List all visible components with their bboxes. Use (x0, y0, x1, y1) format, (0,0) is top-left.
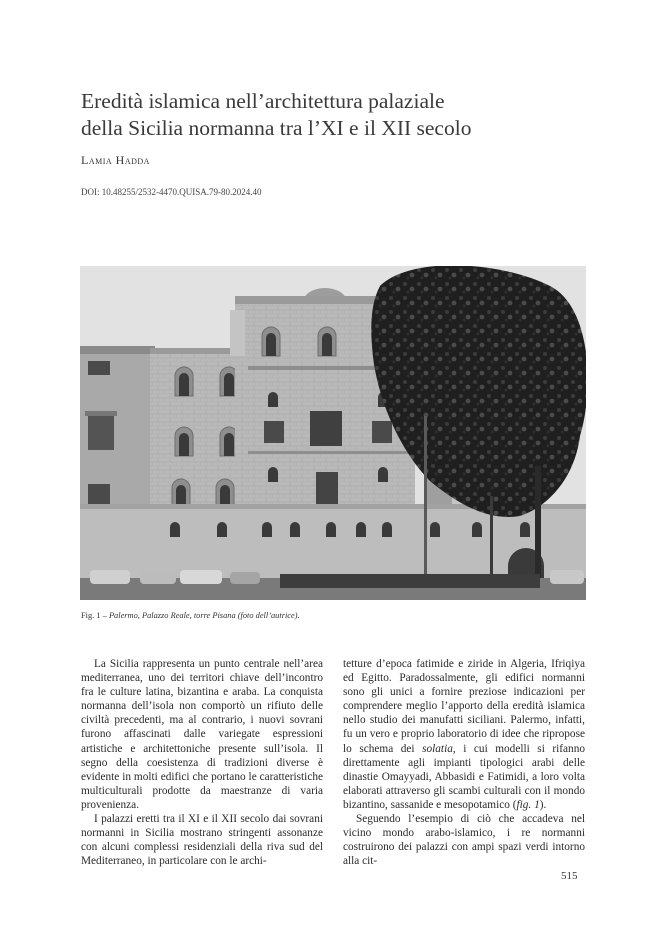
figure-caption-text: Palermo, Palazzo Reale, torre Pisana (foto dell’autrice). (108, 611, 300, 620)
article-title (81, 88, 581, 142)
paragraph: Seguendo l’esempio di ciò che accadeva nel vicino mondo arabo-islamico, i re normanni costruirono dei palazzi con ampi spazi verdi intorno alla cit- (343, 813, 585, 868)
figure-photo-palazzo-reale (80, 266, 586, 600)
text-column-left (81, 657, 323, 868)
text-column-right (343, 657, 585, 868)
title-line-1: Eredità islamica nell’architettura palaziale (81, 89, 445, 113)
paragraph: La Sicilia rappresenta un punto centrale nell’area mediterranea, uno dei territori chiave dell’incontro fra le culture latina, bizantina e araba. La conquista normanna dell’isola non comportò un rifiuto delle civiltà precedenti, ma al contrario, i nuovi sovrani furono affascinati dalle variegate espressioni artistiche e architettoniche presente sull’isola. Il segno della coesistenza di tradizioni diverse è evidente in molti edifici che portano le caratteristiche multiculturali prodotte da maestranze di varia provenienza. (81, 658, 323, 811)
doi: DOI: 10.48255/2532-4470.QUISA.79-80.2024.40 (81, 187, 262, 197)
page-number: 515 (561, 870, 578, 882)
paragraph: I palazzi eretti tra il XI e il XII secolo dai sovrani normanni in Sicilia mostrano stringenti assonanze con alcuni complessi residenziali della riva sud del Mediterraneo, in particolare con le archi- (81, 813, 323, 868)
author-name: Lamia Hadda (81, 153, 150, 167)
title-line-2: della Sicilia normanna tra l’XI e il XII secolo (81, 116, 472, 140)
paragraph: tetture d’epoca fatimide e ziride in Algeria, Ifriqiya ed Egitto. Paradossalmente, gli edifici normanni sono gli unici a fornire preziose indicazioni per comprendere meglio l’apporto della eredità islamica nello studio dei manufatti siciliani. Palermo, infatti, fu un vero e proprio laboratorio di idee che ripropose lo schema dei solatia, i cui modelli si rifanno direttamente agli impianti tipologici arabi delle dinastie Omayyadi, Abbasidi e Fatimidi, a loro volta elaborati attraverso gli scambi culturali con il mondo bizantino, sassanide e mesopotamico (fig. 1). (343, 658, 585, 811)
figure-label: Fig. 1 – (81, 611, 107, 620)
figure-caption (81, 611, 300, 620)
